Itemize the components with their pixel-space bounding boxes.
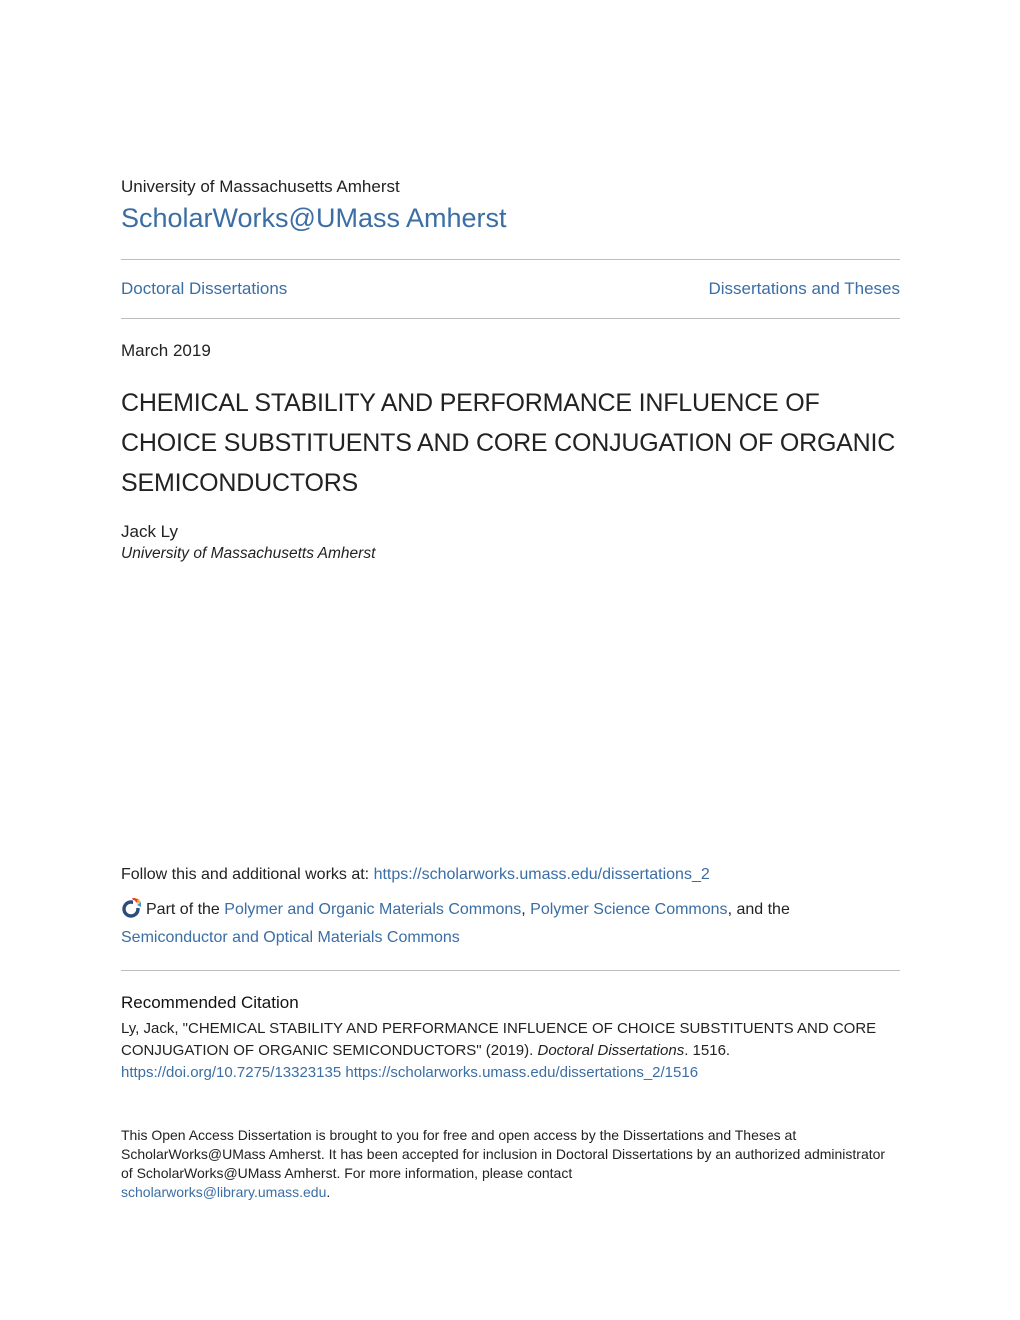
breadcrumb-dissertations-and-theses[interactable]: Dissertations and Theses: [708, 279, 900, 298]
cover-page: [121, 0, 900, 1320]
contact-email-link[interactable]: scholarworks@library.umass.edu: [121, 1184, 327, 1200]
citation-heading: Recommended Citation: [121, 993, 299, 1012]
repository-link[interactable]: ScholarWorks@UMass Amherst: [121, 203, 507, 233]
breadcrumb-doctoral-dissertations[interactable]: Doctoral Dissertations: [121, 279, 288, 298]
citation-series: Doctoral Dissertations: [537, 1042, 685, 1059]
citation-main: Ly, Jack, "CHEMICAL STABILITY AND PERFORMANCE INFLUENCE OF CHOICE SUBSTITUENTS AND CORE CONJUGATION OF ORGANIC SEMICONDUCTORS" (2019).: [121, 1020, 877, 1059]
part-of-label: Part of the: [146, 901, 225, 918]
polymer-science-commons-link[interactable]: Polymer Science Commons: [530, 901, 728, 918]
follow-line: [121, 866, 710, 884]
divider: [121, 970, 900, 971]
access-notice: [121, 1126, 900, 1202]
access-notice-text: This Open Access Dissertation is brought to you for free and open access by the Dissertations and Theses at ScholarWorks@UMass Amherst. It has been accepted for inclusion in Doctoral Dissertations by an authorized administrator of ScholarWorks@UMass Amherst. For more information, please contact: [121, 1127, 886, 1181]
follow-label: Follow this and additional works at:: [121, 866, 374, 883]
collection-url-link[interactable]: https://scholarworks.umass.edu/dissertations_2: [373, 866, 710, 883]
document-title: CHEMICAL STABILITY AND PERFORMANCE INFLUENCE OF CHOICE SUBSTITUENTS AND CORE CONJUGATION OF ORGANIC SEMICONDUCTORS: [121, 389, 896, 497]
doi-link[interactable]: https://doi.org/10.7275/13323135: [121, 1064, 342, 1081]
divider: [121, 259, 900, 260]
notice-end: .: [326, 1184, 331, 1200]
semiconductor-optical-materials-commons-link[interactable]: Semiconductor and Optical Materials Commons: [121, 929, 460, 946]
polymer-organic-materials-commons-link[interactable]: Polymer and Organic Materials Commons: [224, 901, 522, 918]
author-affiliation: University of Massachusetts Amherst: [121, 545, 376, 562]
separator: , and the: [727, 901, 790, 918]
publication-date: March 2019: [121, 341, 211, 360]
divider: [121, 318, 900, 319]
record-url-link[interactable]: https://scholarworks.umass.edu/dissertations_2/1516: [345, 1064, 699, 1081]
part-of-line: [121, 896, 900, 952]
citation-text: [121, 1018, 911, 1084]
institution-name: University of Massachusetts Amherst: [121, 177, 400, 196]
author-name: Jack Ly: [121, 522, 179, 541]
separator: ,: [521, 901, 531, 918]
citation-number: . 1516.: [684, 1042, 731, 1059]
commons-icon: [121, 896, 143, 918]
